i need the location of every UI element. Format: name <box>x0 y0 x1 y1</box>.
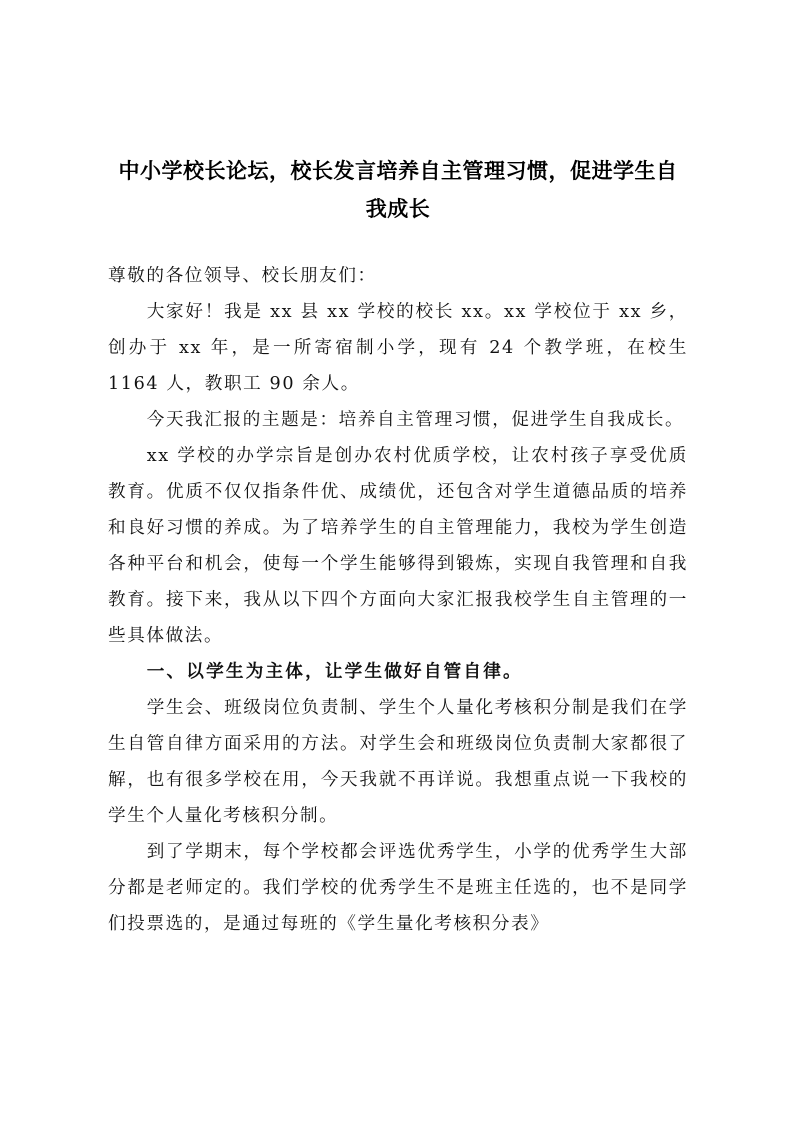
salutation: 尊敬的各位领导、校长朋友们： <box>108 266 377 286</box>
document-page <box>108 152 688 942</box>
paragraph-intro: 大家好！我是 xx 县 xx 学校的校长 xx。xx 学校位于 xx 乡，创办于 xx 年，是一所寄宿制小学，现有 24 个教学班，在校生 1164 人，教职工 90 余人。 <box>108 302 688 394</box>
paragraph-methods: 学生会、班级岗位负责制、学生个人量化考核积分制是我们在学生自管自律方面采用的方法。对学生会和班级岗位负责制大家都很了解，也有很多学校在用，今天我就不再详说。我想重点说一下我校的学生个人量化考核积分制。 <box>108 698 688 826</box>
paragraph-mission: xx 学校的办学宗旨是创办农村优质学校，让农村孩子享受优质教育。优质不仅仅指条件优、成绩优，还包含对学生道德品质的培养和良好习惯的养成。为了培养学生的自主管理能力，我校为学生创造各种平台和机会，使每一个学生能够得到锻炼，实现自我管理和自我教育。接下来，我从以下四个方面向大家汇报我校学生自主管理的一些具体做法。 <box>108 446 688 646</box>
paragraph-semester-end: 到了学期末，每个学校都会评选优秀学生，小学的优秀学生大部分都是老师定的。我们学校的优秀学生不是班主任选的，也不是同学们投票选的，是通过每班的《学生量化考核积分表》 <box>108 842 688 934</box>
paragraph-theme: 今天我汇报的主题是：培养自主管理习惯，促进学生自我成长。 <box>146 410 685 430</box>
section-heading-1: 一、以学生为主体，让学生做好自管自律。 <box>146 662 523 682</box>
document-title: 中小学校长论坛，校长发言培养自主管理习惯，促进学生自我成长 <box>118 159 678 221</box>
